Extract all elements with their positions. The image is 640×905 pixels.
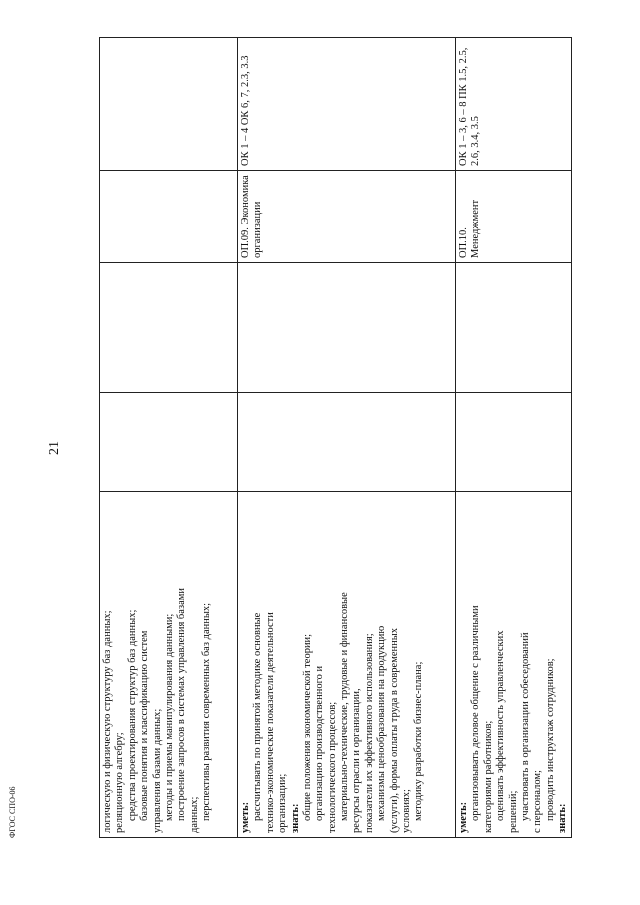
obligatory-hours-cell	[238, 263, 456, 393]
competencies-cell: ОК 1 – 4 ОК 6, 7, 2.3, 3.3	[238, 38, 456, 171]
obligatory-hours-cell	[100, 263, 238, 393]
table-row	[100, 38, 238, 838]
section-heading: знать:	[557, 803, 568, 833]
rotated-table-wrapper	[99, 38, 568, 838]
page-number: 21	[47, 441, 62, 455]
content-line: организации;	[277, 773, 289, 833]
content-line: категориями работников;	[482, 720, 494, 833]
content-line: методы и приемы манипулирования данными;	[163, 613, 175, 821]
content-line: технологического процессов;	[326, 701, 338, 833]
content-line: перспективы развития современных баз данных;	[201, 602, 212, 821]
content-line: общие положения экономической теории;	[301, 633, 313, 821]
content-line: организовывать деловое общение с различными	[470, 605, 482, 821]
content-line: реляционную алгебру;	[114, 732, 126, 833]
content-line: методику разработки бизнес-плана;	[413, 661, 425, 821]
content-line: технико-экономические показатели деятельности	[264, 612, 276, 833]
content-line: участвовать в организации собеседований	[519, 632, 531, 821]
content-cell	[238, 492, 456, 838]
content-line: данных;	[188, 796, 200, 833]
table-row	[456, 38, 572, 838]
content-line: базовые понятия и классификацию систем	[139, 630, 151, 821]
competencies-cell: ОК 1 – 3, 6 – 8 ПК 1.5, 2.5, 2.6, 3.4, 3.5	[456, 38, 572, 171]
max-hours-cell	[238, 393, 456, 492]
discipline-index-cell: ОП.10. Менеджмент	[456, 171, 572, 263]
max-hours-cell	[100, 393, 238, 492]
discipline-index-cell	[100, 171, 238, 263]
section-heading: уметь:	[240, 801, 251, 833]
content-line: условиях;	[400, 789, 412, 833]
discipline-index-cell: ОП.09. Экономика организации	[238, 171, 456, 263]
section-heading: знать:	[289, 803, 301, 833]
content-line: (услуги), формы оплаты труда в современных	[388, 627, 400, 833]
content-line: с персоналом;	[532, 770, 544, 833]
obligatory-hours-cell	[456, 263, 572, 393]
competencies-cell	[100, 38, 238, 171]
footer-code: ФГОС СПО-06	[8, 786, 17, 838]
content-line: проводить инструктаж сотрудников;	[544, 658, 556, 821]
content-line: материально-технические, трудовые и финансовые	[339, 592, 350, 821]
max-hours-cell	[456, 393, 572, 492]
content-line: показатели их эффективного использования;	[363, 633, 375, 833]
content-line: решений;	[507, 790, 519, 833]
table-row	[238, 38, 456, 838]
content-line: рассчитывать по принятой методике основные	[252, 612, 264, 821]
content-line: управления базами данных;	[151, 708, 163, 833]
content-cell	[100, 492, 238, 838]
content-line: логическую и физическую структуру баз данных;	[102, 610, 113, 833]
content-line: построение запросов в системах управления базами	[176, 587, 188, 821]
content-line: механизмы ценообразования на продукцию	[376, 625, 388, 821]
content-line: оценивать эффективность управленческих	[495, 630, 507, 821]
table-body	[100, 38, 572, 838]
section-heading: уметь:	[458, 801, 469, 833]
content-line: средства проектирования структур баз данных;	[126, 609, 138, 821]
curriculum-table	[99, 37, 572, 838]
content-cell	[456, 492, 572, 838]
content-line: организацию производственного и	[314, 665, 326, 821]
content-line: ресурсы отрасли и организации,	[351, 688, 363, 833]
